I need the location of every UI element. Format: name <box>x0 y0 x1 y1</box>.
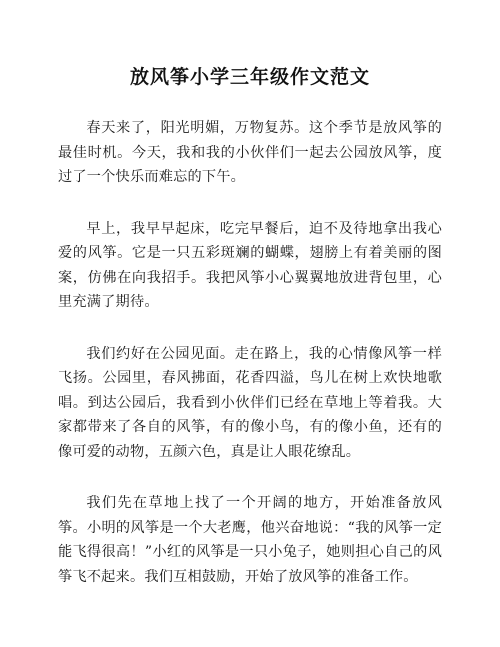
paragraph-3: 我们约好在公园见面。走在路上，我的心情像风筝一样飞扬。公园里，春风拂面，花香四溢，鸟儿在树上欢快地歌唱。到达公园后，我看到小伙伴们已经在草地上等着我。大家都带来了各自的风筝，有的像小鸟，有的像小鱼，还有的像可爱的动物，五颜六色，真是让人眼花缭乱。 <box>58 345 442 460</box>
paragraph-1: 春天来了，阳光明媚，万物复苏。这个季节是放风筝的最佳时机。今天，我和我的小伙伴们一起去公园放风筝，度过了一个快乐而难忘的下午。 <box>58 120 442 185</box>
document-title: 放风筝小学三年级作文范文 <box>129 66 370 88</box>
paragraph-2: 早上，我早早起床，吃完早餐后，迫不及待地拿出我心爱的风筝。它是一只五彩斑斓的蝴蝶，翅膀上有着美丽的图案，仿佛在向我招手。我把风筝小心翼翼地放进背包里，心里充满了期待。 <box>58 220 442 310</box>
paragraph-4: 我们先在草地上找了一个开阔的地方，开始准备放风筝。小明的风筝是一个大老鹰，他兴奋地说：“我的风筝一定能飞得很高！”小红的风筝是一只小兔子，她则担心自己的风筝飞不起来。我们互相鼓励，开始了放风筝的准备工作。 <box>58 495 442 585</box>
document-body <box>58 116 442 589</box>
